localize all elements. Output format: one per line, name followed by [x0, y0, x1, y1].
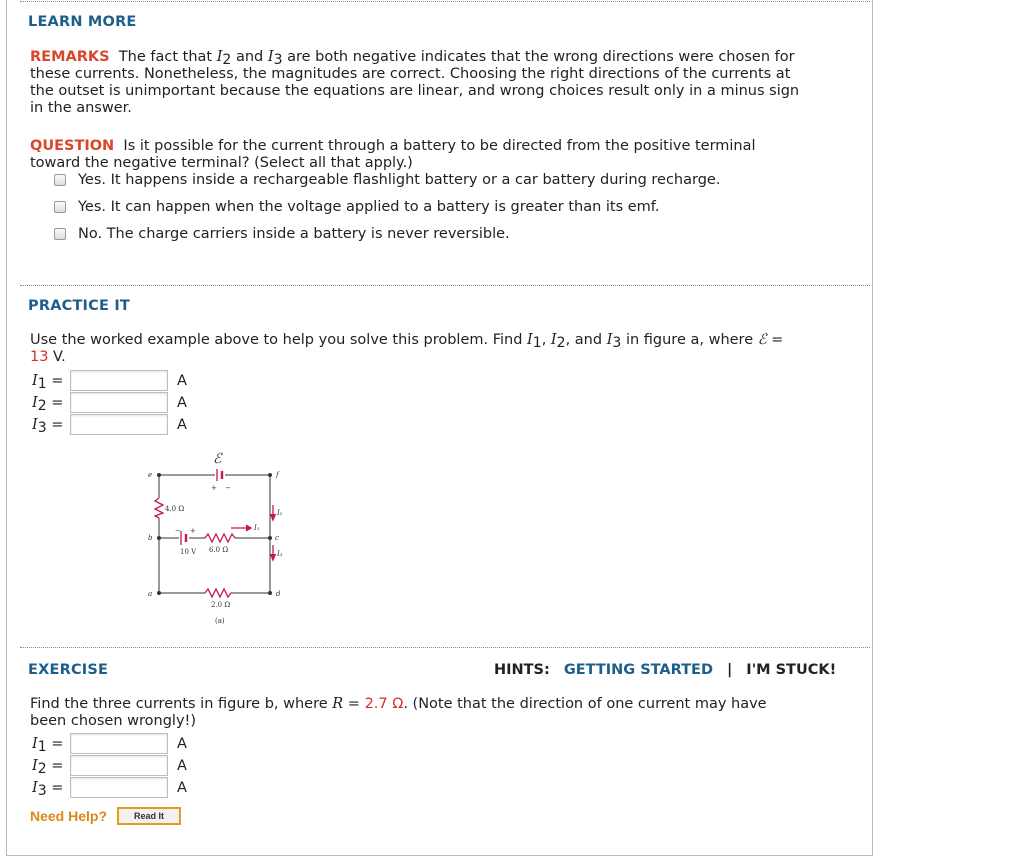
node-a [157, 591, 161, 595]
remarks-text: The fact that [118, 49, 217, 65]
need-help-bar [30, 807, 181, 825]
exercise-row-i1 [32, 734, 187, 753]
remarks-label: REMARKS [30, 49, 110, 65]
var-i: I [216, 49, 223, 65]
unit-label: A [177, 372, 187, 389]
practice-heading: PRACTICE IT [28, 298, 131, 314]
divider-top [20, 1, 870, 2]
prompt-text: , [541, 332, 551, 348]
unit-label: A [177, 416, 187, 433]
circuit-figure [145, 445, 295, 630]
resistor-label-4: 4.0 Ω [165, 505, 185, 513]
question-label: QUESTION [30, 138, 115, 154]
practice-prompt [30, 332, 860, 366]
exercise-row-i3 [32, 778, 187, 797]
read-it-button[interactable]: Read It [117, 807, 181, 825]
var-r: R [332, 696, 344, 712]
var-i: I [606, 332, 613, 348]
getting-started-link[interactable]: GETTING STARTED [563, 662, 713, 678]
current-label-i2: I₂ [277, 509, 283, 517]
node-e [157, 473, 161, 477]
row-label: I3 = [32, 416, 64, 436]
unit-label: A [177, 394, 187, 411]
divider-practice [20, 285, 870, 286]
var-i: I [267, 49, 274, 65]
option-label: Yes. It happens inside a rechargeable flashlight battery or a car battery during recharge. [78, 172, 721, 188]
hints-bar [494, 662, 836, 678]
emf-label: ℰ [213, 451, 222, 467]
figure-caption: (a) [215, 617, 225, 625]
subscript: 1 [532, 335, 542, 351]
node-b [157, 536, 161, 540]
prompt-text: been chosen wrongly!) [30, 713, 196, 729]
remarks-text: are both negative indicates that the wrong directions were chosen for [282, 49, 795, 65]
option-label: No. The charge carriers inside a battery is never reversible. [78, 226, 510, 242]
row-label: I3 = [32, 779, 64, 799]
plus-sign: + [211, 484, 217, 492]
answer-input-i3[interactable] [70, 414, 168, 435]
question-paragraph [30, 138, 860, 172]
resistor-label-2: 2.0 Ω [211, 601, 231, 609]
answer-input-i1[interactable] [70, 370, 168, 391]
exercise-row-i2 [32, 756, 187, 775]
emf-symbol: ℰ [757, 332, 767, 348]
option-3[interactable] [54, 226, 510, 242]
exercise-input-i2[interactable] [70, 755, 168, 776]
exercise-prompt [30, 696, 860, 730]
remarks-line: these currents. Nonetheless, the magnitudes are correct. Choosing the right directions of the currents at [30, 66, 791, 82]
option-label: Yes. It can happen when the voltage applied to a battery is greater than its emf. [78, 199, 660, 215]
node-label-b: b [148, 534, 153, 542]
prompt-text: , and [565, 332, 607, 348]
hints-label: HINTS: [494, 662, 550, 678]
row-label: I2 = [32, 394, 64, 414]
divider-exercise [20, 647, 870, 648]
remarks-paragraph [30, 49, 860, 117]
var-i: I [550, 332, 557, 348]
option-1[interactable] [54, 172, 720, 188]
remarks-line: the outset is unimportant because the equations are linear, and wrong choices result only in a minus sign [30, 83, 800, 99]
node-label-d: d [276, 590, 281, 598]
need-help-label: Need Help? [30, 808, 108, 824]
exercise-input-i3[interactable] [70, 777, 168, 798]
prompt-text: Find the three currents in figure b, where [30, 696, 333, 712]
var-i: I [527, 332, 533, 348]
node-c [268, 536, 272, 540]
prompt-text: = [766, 332, 784, 348]
node-d [268, 591, 272, 595]
answer-input-i2[interactable] [70, 392, 168, 413]
prompt-text: V. [48, 349, 66, 365]
given-value: 13 [30, 349, 49, 365]
subscript: 3 [273, 52, 283, 68]
current-label-i3: I₃ [277, 550, 283, 558]
unit-label: A [177, 735, 187, 752]
prompt-text: in figure a, where [621, 332, 758, 348]
prompt-text: . (Note that the direction of one current may have [403, 696, 767, 712]
option-checkbox[interactable] [54, 201, 66, 213]
question-text: toward the negative terminal? (Select all that apply.) [30, 155, 413, 171]
option-checkbox[interactable] [54, 174, 66, 186]
answer-row-i3 [32, 415, 187, 434]
unit-label: A [177, 757, 187, 774]
resistor-label-6: 6.0 Ω [209, 546, 229, 554]
node-f [268, 473, 272, 477]
given-value: 2.7 Ω [364, 696, 404, 712]
remarks-text: and [231, 49, 268, 65]
prompt-text: Use the worked example above to help you solve this problem. Find [30, 332, 528, 348]
plus-sign: + [190, 527, 196, 535]
exercise-input-i1[interactable] [70, 733, 168, 754]
subscript: 2 [222, 52, 232, 68]
im-stuck-link[interactable]: I'M STUCK! [746, 662, 837, 678]
option-2[interactable] [54, 199, 659, 215]
question-text: Is it possible for the current through a battery to be directed from the positive terminal [123, 138, 756, 154]
battery-label: 10 V [180, 548, 197, 556]
answer-row-i1 [32, 371, 187, 390]
prompt-text: = [343, 696, 365, 712]
node-label-a: a [148, 590, 153, 598]
minus-sign: − [175, 527, 181, 535]
option-checkbox[interactable] [54, 228, 66, 240]
node-label-e: e [148, 471, 153, 479]
answer-row-i2 [32, 393, 187, 412]
row-label: I2 = [32, 757, 64, 777]
row-label: I1 = [32, 735, 64, 755]
subscript: 3 [612, 335, 622, 351]
current-label-i1: I₁ [254, 524, 260, 532]
remarks-line: in the answer. [30, 100, 132, 116]
subscript: 2 [556, 335, 566, 351]
node-label-c: c [275, 534, 279, 542]
exercise-heading: EXERCISE [28, 662, 109, 678]
node-label-f: f [276, 471, 279, 479]
minus-sign: − [225, 484, 231, 492]
unit-label: A [177, 779, 187, 796]
learn-more-heading: LEARN MORE [28, 14, 137, 30]
hints-separator: | [727, 662, 733, 678]
row-label: I1 = [32, 372, 64, 392]
